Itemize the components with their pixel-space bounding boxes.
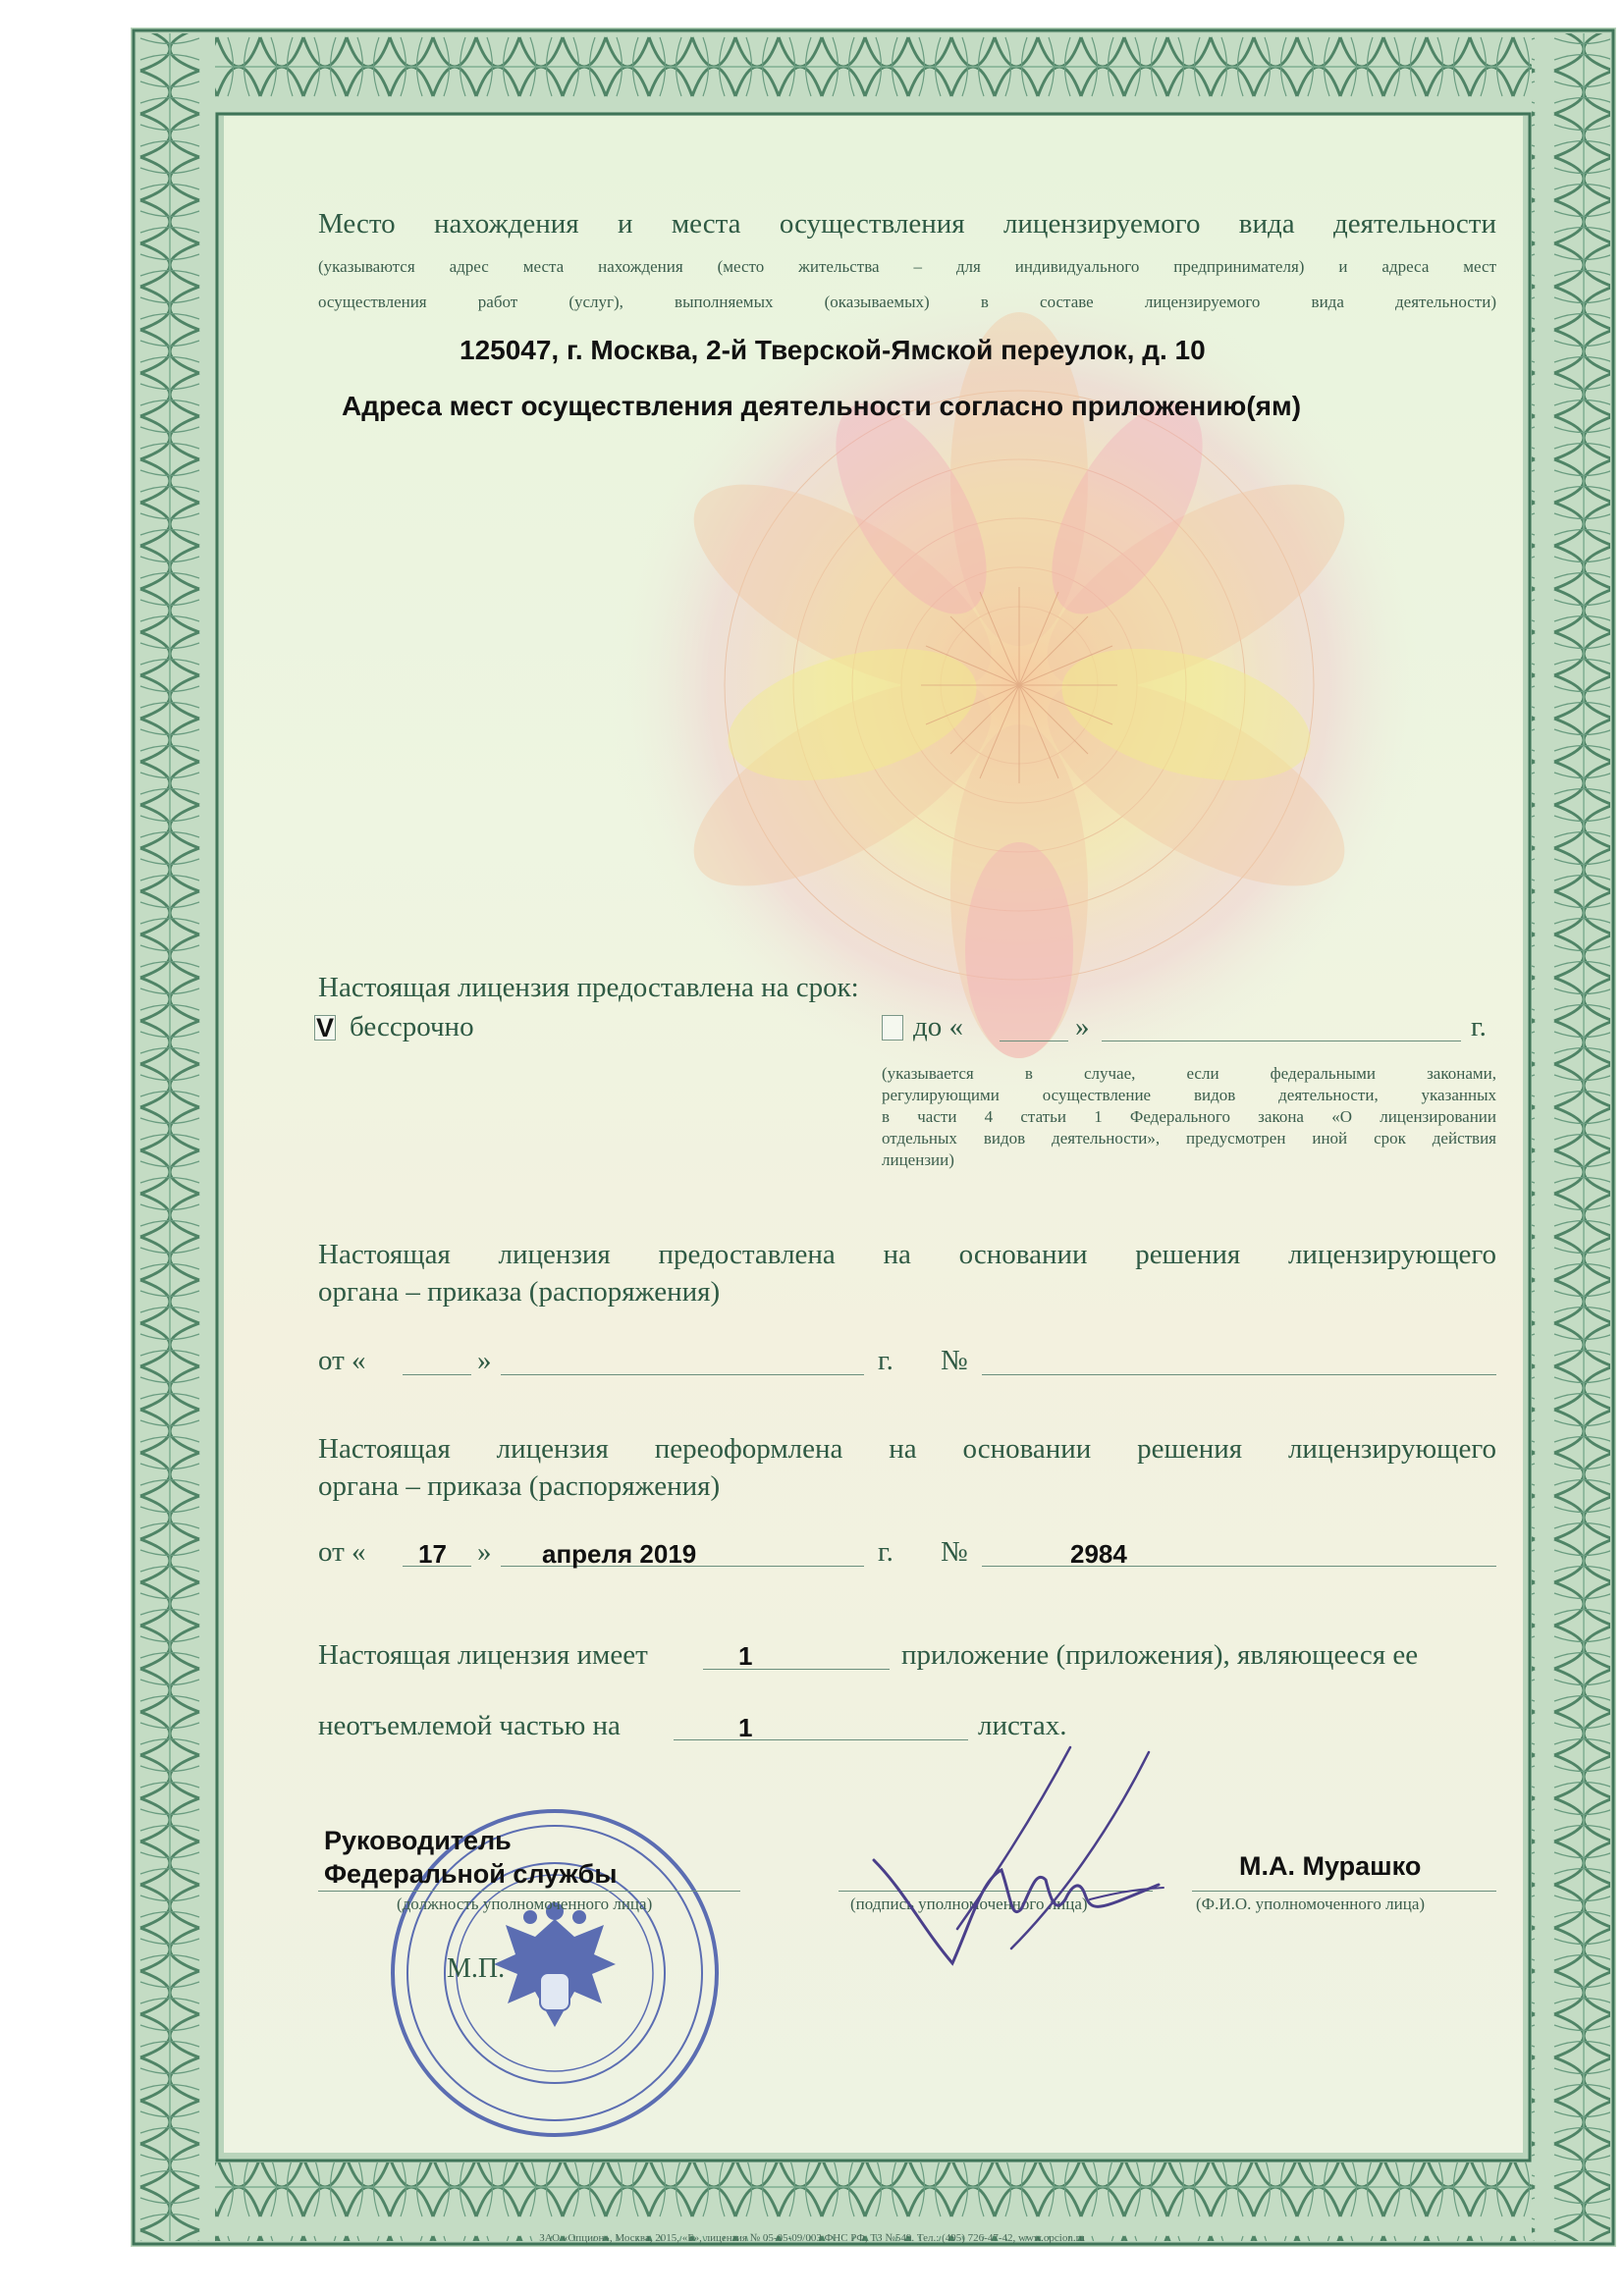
location-hint-line2: осуществления работ (услуг), выполняемых (оказываемых) в составе лицензируемого вида деятельности)	[318, 293, 1496, 311]
appendix-sheets: 1	[738, 1713, 753, 1742]
basis-from-close: »	[477, 1345, 492, 1376]
reissue-day: 17	[418, 1539, 447, 1569]
appendix-line1-suffix: приложение (приложения), являющееся ее	[901, 1639, 1419, 1671]
term-note-line2: регулирующими осуществление видов деятельности, указанных	[882, 1086, 1496, 1104]
perpetual-label: бессрочно	[350, 1011, 474, 1042]
print-info: ЗАО «Опцион», Москва, 2015, «Б», лицензия № 05-05-09/003 ФНС РФ, ТЗ №549. Тел.: (495) 726-47-42, www.opcion.ru	[539, 2232, 1085, 2244]
until-close: »	[1075, 1011, 1090, 1042]
location-hint-line1: (указываются адрес места нахождения (место жительства – для индивидуального предпринимателя) и адреса мест	[318, 257, 1496, 276]
term-note-line1: (указывается в случае, если федеральными законами,	[882, 1064, 1496, 1083]
until-checkbox	[882, 1015, 903, 1041]
address-main: 125047, г. Москва, 2-й Тверской-Ямской переулок, д. 10	[460, 335, 1206, 365]
reissue-number-line	[982, 1566, 1496, 1567]
term-note-line3: в части 4 статьи 1 Федерального закона «О лицензировании	[882, 1107, 1496, 1126]
basis-line2: органа – приказа (распоряжения)	[318, 1276, 721, 1308]
name-caption: (Ф.И.О. уполномоченного лица)	[1196, 1895, 1426, 1913]
basis-year-suffix: г.	[878, 1345, 893, 1376]
basis-date-line	[501, 1374, 864, 1375]
reissue-line2: органа – приказа (распоряжения)	[318, 1470, 721, 1502]
reissue-number-sign: №	[941, 1536, 968, 1568]
term-title: Настоящая лицензия предоставлена на срок:	[318, 972, 859, 1003]
basis-number-sign: №	[941, 1345, 968, 1376]
appendix-line2-suffix: листах.	[978, 1710, 1067, 1741]
basis-day-line	[403, 1374, 471, 1375]
term-note-line4: отдельных видов деятельности», предусмотрен иной срок действия	[882, 1129, 1496, 1148]
signer-position-line2: Федеральной службы	[324, 1859, 618, 1889]
signature-caption: (подпись уполномоченного лица)	[850, 1895, 1088, 1913]
location-title: Место нахождения и места осуществления лицензируемого вида деятельности	[318, 208, 1496, 240]
reissue-number: 2984	[1070, 1539, 1127, 1569]
appendix-line1-prefix: Настоящая лицензия имеет	[318, 1639, 648, 1671]
address-appendix-note: Адреса мест осуществления деятельности согласно приложению(ям)	[342, 391, 1302, 421]
position-caption: (должность уполномоченного лица)	[397, 1895, 653, 1913]
term-note-line5: лицензии)	[882, 1150, 954, 1169]
appendix-count-line	[703, 1669, 890, 1670]
position-line	[318, 1891, 740, 1892]
reissue-year-suffix: г.	[878, 1536, 893, 1568]
appendix-line2-prefix: неотъемлемой частью на	[318, 1710, 621, 1741]
handwritten-signature-icon	[864, 1723, 1237, 1978]
basis-number-line	[982, 1374, 1496, 1375]
reissue-line1: Настоящая лицензия переоформлена на основании решения лицензирующего	[318, 1433, 1496, 1465]
signer-name: М.А. Мурашко	[1239, 1851, 1422, 1881]
until-open: до «	[913, 1011, 964, 1042]
name-line	[1192, 1891, 1496, 1892]
reissue-month-year: апреля 2019	[542, 1539, 697, 1569]
reissue-from-open: от «	[318, 1536, 366, 1568]
appendix-count: 1	[738, 1641, 753, 1671]
until-year-suffix: г.	[1471, 1011, 1487, 1042]
signer-position-line1: Руководитель	[324, 1826, 512, 1855]
reissue-from-close: »	[477, 1536, 492, 1568]
basis-from-open: от «	[318, 1345, 366, 1376]
seal-place-label: М.П.	[447, 1953, 506, 1984]
basis-line1: Настоящая лицензия предоставлена на основании решения лицензирующего	[318, 1239, 1496, 1270]
perpetual-mark: V	[316, 1013, 335, 1042]
